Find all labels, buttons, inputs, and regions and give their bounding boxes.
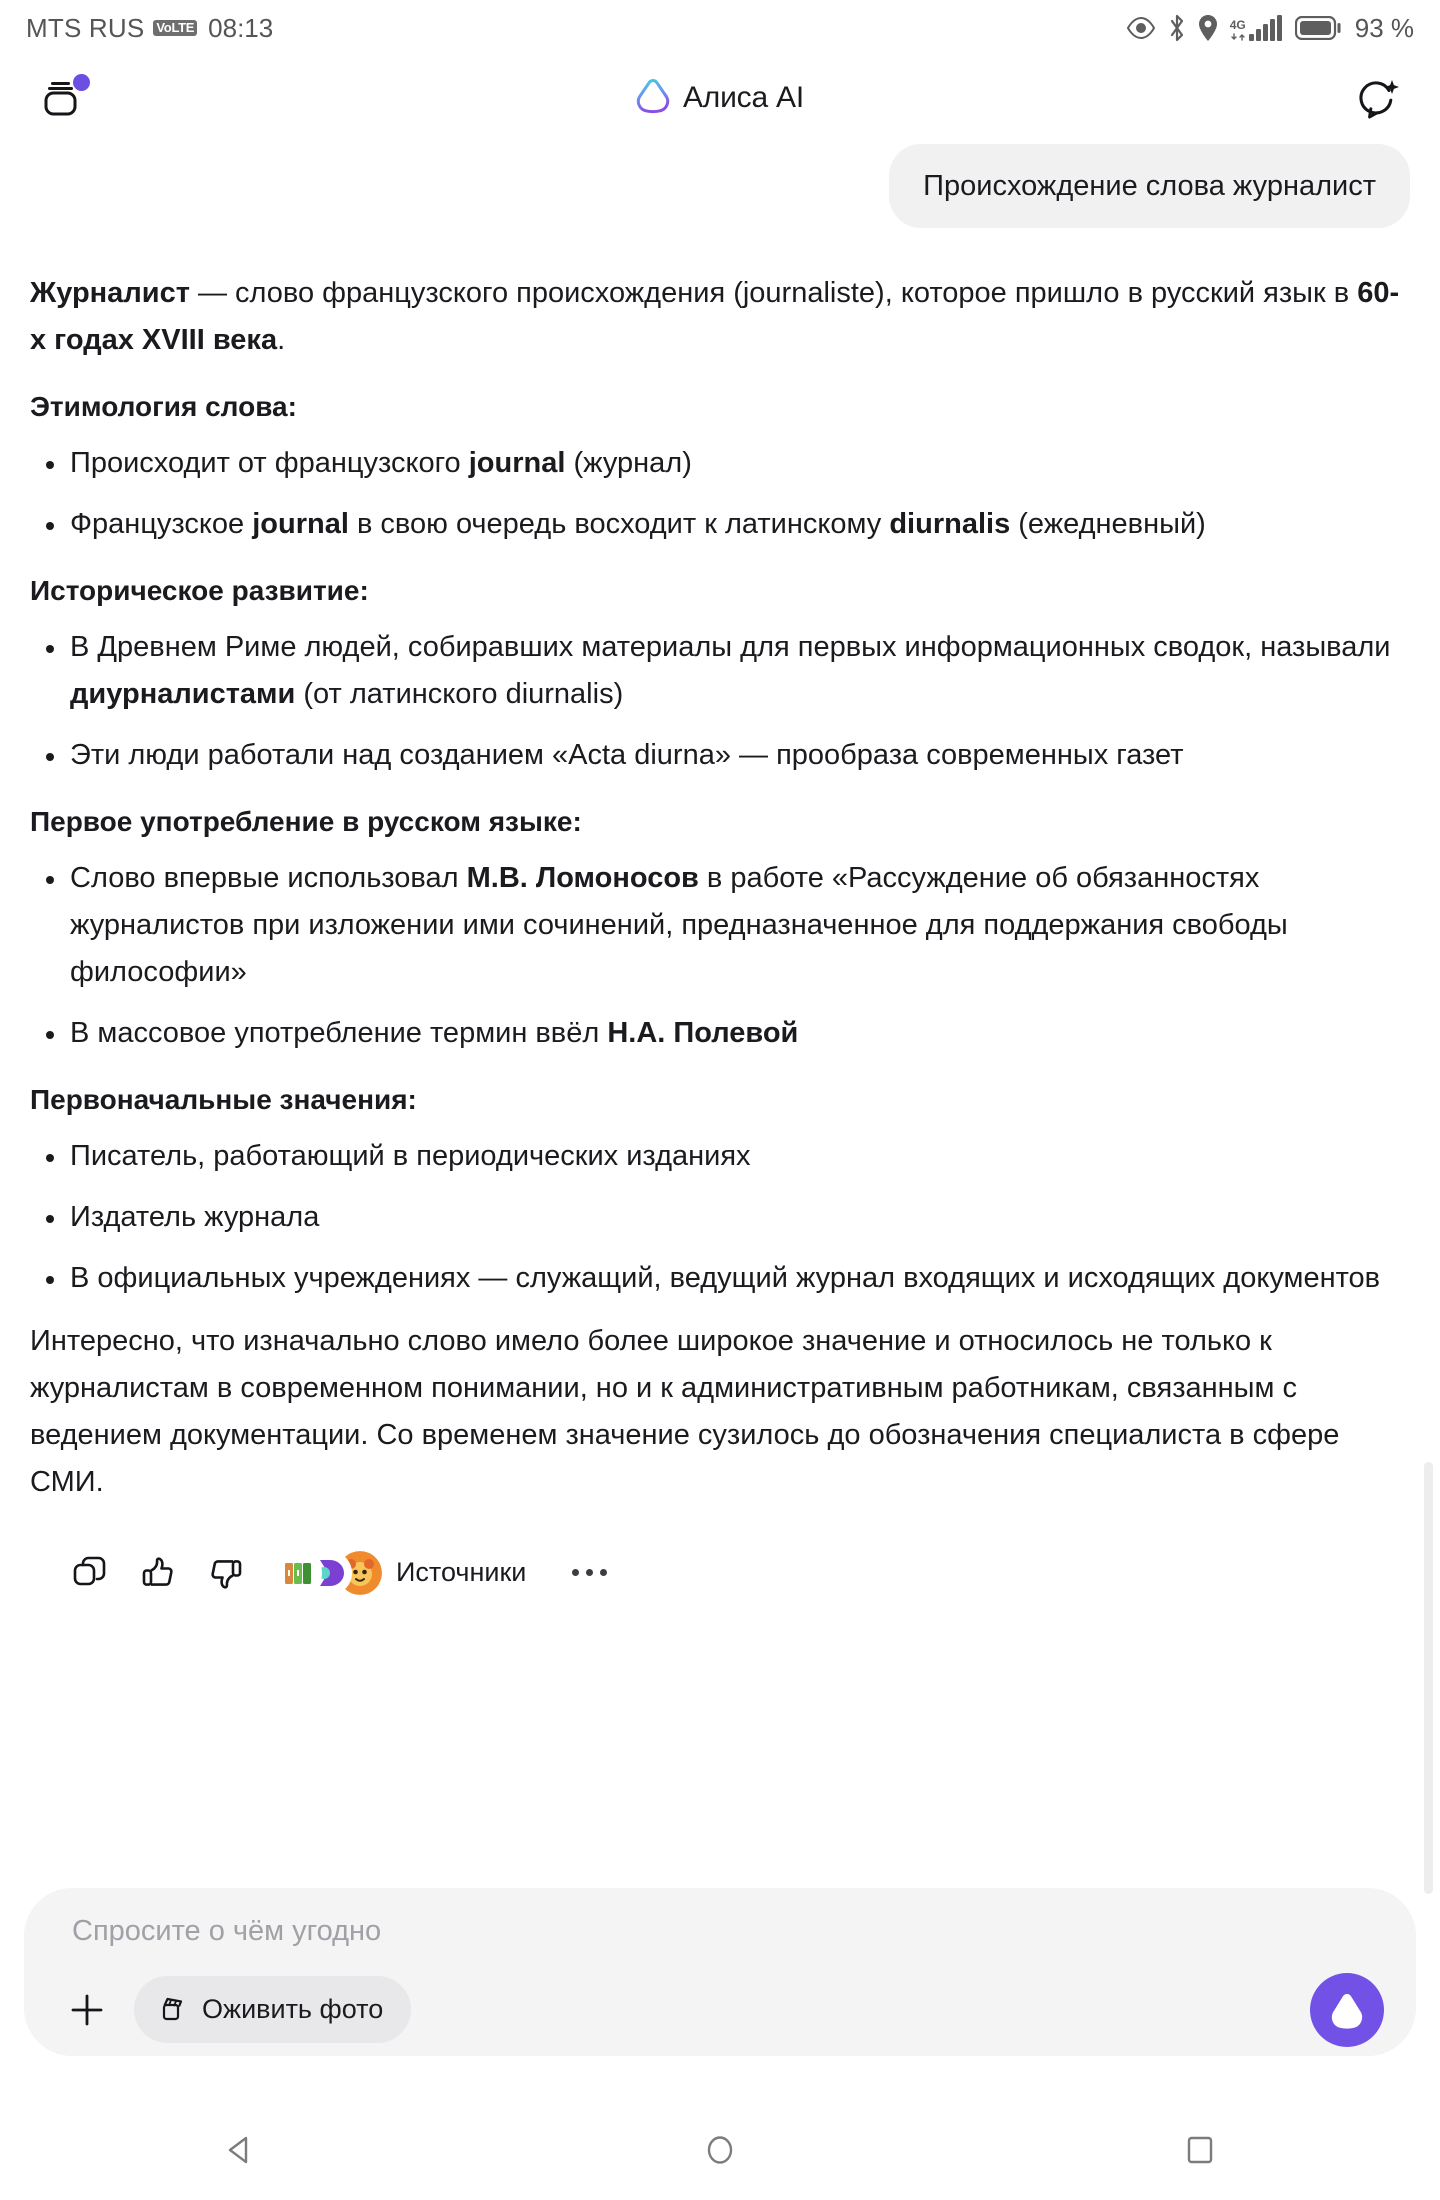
- assistant-answer: [0, 228, 1440, 1603]
- battery-icon: [1295, 16, 1341, 40]
- attach-plus-button[interactable]: [56, 1979, 118, 2041]
- source-favicon-books-icon: [278, 1551, 322, 1595]
- clapperboard-icon: [156, 1990, 188, 2029]
- clock-label: 08:13: [208, 12, 274, 43]
- list-item: [30, 501, 1410, 548]
- list-item-bold-2: diurnalis: [889, 508, 1011, 541]
- list-item: [30, 440, 1410, 487]
- list-item-text: Издатель журнала: [70, 1200, 320, 1233]
- animate-photo-chip[interactable]: [134, 1976, 411, 2043]
- section-list-history: [30, 624, 1410, 779]
- network-type-label: 4G: [1229, 18, 1246, 32]
- volte-badge: VoLTE: [153, 20, 197, 36]
- intro-bold-text: 60-х годах XVIII века: [30, 277, 1400, 357]
- chat-scroll-area[interactable]: [0, 140, 1440, 1930]
- intro-mid-text: — слово французского происхождения (journaliste), которое пришло в русский язык в: [189, 277, 1358, 310]
- list-item-text-post-2: (ежедневный): [1010, 508, 1206, 541]
- back-triangle-icon: [220, 2130, 260, 2170]
- list-item-text: Происходит от французского: [70, 447, 469, 480]
- list-item-text-post: в свою очередь восходит к латинскому: [348, 508, 890, 541]
- animate-photo-chip-label: Оживить фото: [202, 1994, 384, 2025]
- sources-button[interactable]: [278, 1551, 526, 1595]
- message-composer: [24, 1888, 1416, 2056]
- list-item-text-post: (от латинского diurnalis): [295, 678, 624, 711]
- more-dots-icon: [572, 1569, 579, 1576]
- list-item-text: В массовое употребление термин ввёл: [70, 1016, 608, 1049]
- list-item-bold: Н.А. Полевой: [607, 1016, 799, 1049]
- list-item-text: В Древнем Риме людей, собиравших материалы для первых информационных сводок, называли: [70, 631, 1391, 664]
- new-chat-button[interactable]: [1348, 69, 1406, 127]
- status-bar: [0, 0, 1440, 56]
- app-title-group: [0, 77, 1440, 120]
- list-item: [30, 855, 1410, 996]
- vertical-scrollbar[interactable]: [1424, 1462, 1433, 1894]
- list-item-text: Французское: [70, 508, 253, 541]
- section-heading-meanings: Первоначальные значения:: [30, 1083, 417, 1115]
- bluetooth-icon: [1168, 14, 1186, 42]
- nav-back-button[interactable]: [170, 2100, 310, 2200]
- answer-intro-paragraph: [30, 270, 1410, 364]
- more-dots-icon: [586, 1569, 593, 1576]
- user-message-bubble: Происхождение слова журналист: [889, 144, 1410, 228]
- list-item: [30, 1194, 1410, 1241]
- android-nav-bar: [0, 2100, 1440, 2200]
- source-favicons: [278, 1551, 382, 1595]
- home-circle-icon: [700, 2130, 740, 2170]
- list-item-text-post: (журнал): [565, 447, 692, 480]
- status-bar-right: [1126, 13, 1414, 44]
- answer-outro-paragraph: Интересно, что изначально слово имело более широкое значение и относилось не только к журналистам в современном понимании, но и к административным работникам, связанным с ведением документации. Со временем значение сузилось до обозначения специалиста в сфере СМИ.: [30, 1324, 1340, 1498]
- section-list-first-use: [30, 855, 1410, 1057]
- app-header: [0, 56, 1440, 140]
- nav-home-button[interactable]: [650, 2100, 790, 2200]
- location-icon: [1198, 14, 1218, 42]
- alice-logo-icon: [636, 77, 670, 120]
- list-item-bold: journal: [468, 447, 566, 480]
- sources-label: Источники: [396, 1557, 527, 1588]
- copy-button[interactable]: [56, 1542, 124, 1604]
- eye-icon: [1126, 17, 1156, 39]
- list-item-text: Эти люди работали над созданием «Acta diurna» — прообраза современных газет: [70, 739, 1184, 772]
- list-item-bold: journal: [252, 508, 349, 541]
- list-item-bold: М.В. Ломоносов: [466, 862, 699, 895]
- signal-4g-icon: [1230, 15, 1283, 41]
- list-item-text: Слово впервые использовал: [70, 862, 467, 895]
- status-bar-left: [26, 13, 273, 44]
- section-heading-first-use: Первое употребление в русском языке:: [30, 806, 582, 838]
- like-button[interactable]: [124, 1542, 192, 1604]
- message-action-bar: [30, 1520, 1410, 1604]
- user-message-row: [0, 140, 1440, 228]
- chats-stack-button[interactable]: [34, 69, 92, 127]
- list-item: [30, 1010, 1410, 1057]
- carrier-label: MTS RUS: [26, 12, 145, 43]
- list-item-text: В официальных учреждениях — служащий, ведущий журнал входящих и исходящих документов: [70, 1261, 1381, 1294]
- intro-lead-bold: Журналист: [30, 277, 190, 310]
- nav-recents-button[interactable]: [1130, 2100, 1270, 2200]
- message-input[interactable]: Спросите о чём угодно: [72, 1915, 382, 1947]
- list-item: [30, 1133, 1410, 1180]
- more-options-button[interactable]: [560, 1544, 618, 1602]
- list-item-bold: диурналистами: [70, 678, 296, 711]
- intro-tail-text: .: [277, 324, 286, 357]
- section-list-etymology: [30, 440, 1410, 548]
- list-item: [30, 624, 1410, 718]
- section-heading-etymology: Этимология слова:: [30, 391, 297, 423]
- alice-voice-button[interactable]: [1310, 1973, 1384, 2047]
- list-item: [30, 732, 1410, 779]
- list-item-text: Писатель, работающий в периодических изданиях: [70, 1139, 751, 1172]
- section-list-meanings: [30, 1133, 1410, 1302]
- composer-actions-row: [56, 1973, 1384, 2047]
- dislike-button[interactable]: [192, 1542, 260, 1604]
- section-heading-history: Историческое развитие:: [30, 575, 369, 607]
- more-dots-icon: [600, 1569, 607, 1576]
- unread-badge-dot: [73, 74, 90, 91]
- list-item-text-post: в работе «Рассуждение об обязанностях журналистов при изложении ими сочинений, предназначенное для поддержания свободы философии»: [70, 862, 1288, 988]
- list-item: [30, 1255, 1410, 1302]
- battery-percent-label: 93 %: [1354, 12, 1414, 43]
- recents-square-icon: [1180, 2130, 1220, 2170]
- page-title: Алиса AI: [682, 81, 805, 114]
